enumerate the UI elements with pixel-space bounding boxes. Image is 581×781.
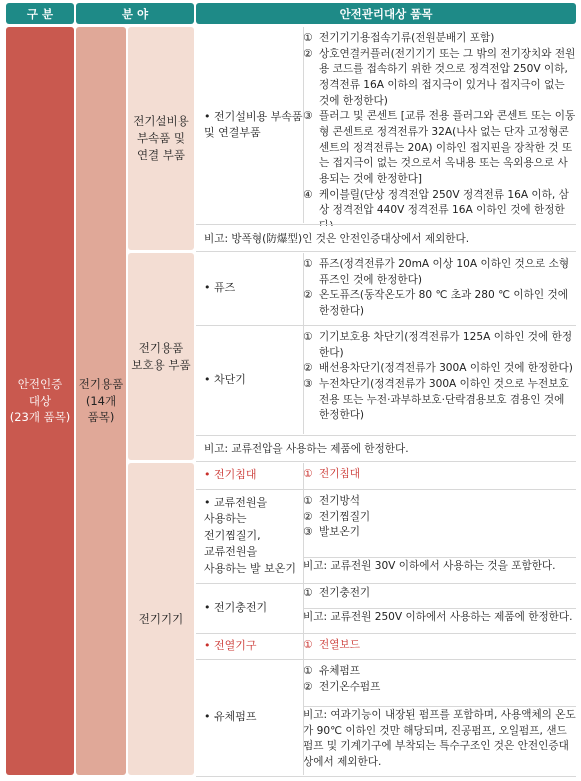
divider (303, 463, 304, 775)
list-item: ② 온도퓨즈(동작온도가 80 ℃ 초과 280 ℃ 이하인 것에 한정한다) (303, 289, 568, 318)
category-cell: 안전인증 대상 (23개 품목) (6, 27, 74, 775)
divider (303, 706, 576, 707)
list-item: ② 전기온수펌프 (303, 680, 381, 693)
row-name-fuse: • 퓨즈 (196, 253, 303, 324)
row-name-breaker: • 차단기 (196, 326, 303, 434)
list-item: ④ 케이블릴(단상 정격전압 250V 정격전류 16A 이하, 삼상 정격전압 440V 정격전류 16A 이하인 것에 한정한 (303, 188, 569, 217)
divider (196, 325, 576, 326)
divider (303, 253, 304, 434)
row-items-pump (303, 664, 576, 695)
divider (196, 489, 576, 490)
list-item: ① 전기충전기 (303, 587, 371, 599)
row-items-fuse (303, 257, 576, 320)
list-item: ① 전기방석 (303, 495, 360, 507)
group-accessories: 전기설비용 부속품 및 연결 부품 (128, 27, 194, 250)
list-item: ③ 플러그 및 콘센트 [교류 전용 플러그와 콘센트 또는 이동형 콘센트로 정격전류가 32A(나사 없는 단자 고정형콘센트의 정격전류는 20A) 이하인 접지핀을 장착한 것 또는 접지극이 없는 것으로서 옥내용 또는 옥외용으로 사용되는 것에 한정한다] (303, 110, 576, 186)
divider (196, 633, 576, 634)
divider (196, 224, 576, 225)
row-name-charger: • 전기충전기 (196, 584, 303, 632)
row-name-electric-bed: • 전기침대 (196, 463, 303, 488)
list-item: ② 전기찜질기 (303, 510, 371, 523)
list-item: ③ 발보온기 (303, 526, 360, 539)
list-item: ① 유체펌프 (303, 665, 360, 677)
row-items-electric-bed (303, 467, 576, 483)
divider (303, 608, 576, 609)
note-pump: 비고: 여과기능이 내장된 펌프를 포함하며, 사용액체의 온도가 90℃ 이하인 것만 해당되며, 진공펌프, 오일펌프, 샌드펌프 및 기계기구에 부착되는 특수구조인 것은 안전인증대상에서 제외한다. (303, 708, 576, 771)
list-item: ① 전기침대 (303, 468, 360, 480)
row-items-accessories (303, 31, 576, 235)
subcategory-cell: 전기용품 (14개 품목) (76, 27, 126, 775)
group-protection: 전기용품 보호용 부품 (128, 253, 194, 460)
list-item: ② 상호연결커플러(전기기기 또는 그 밖의 전기장치와 전원용 코드를 접속하기 위한 것으로 정격전압 250V 이하, 정격전류 16A 이하의 접지극이 있거나 접지극이 없는 것에 한정한다) (303, 47, 576, 107)
divider (196, 435, 576, 436)
note-accessories: 비고: 방폭형(防爆型)인 것은 안전인증대상에서 제외한다. (196, 226, 576, 250)
list-item: ① 전열보드 (303, 639, 360, 651)
list-item: ③ 누전차단기(정격전류가 300A 이하인 것으로 누전보호전용 또는 누전·과부하보호·단락겸용보호 겸용인 것에 한정한다) (303, 378, 569, 422)
header-field: 분 야 (76, 3, 194, 24)
note-warmers: 비고: 교류전원 30V 이하에서 사용하는 것을 포함한다. (303, 559, 576, 581)
row-name-warmers: • 교류전원을 사용하는 전기찜질기, 교류전원을 사용하는 발 보온기 (196, 490, 303, 582)
row-items-heater (303, 638, 576, 654)
divider (196, 659, 576, 660)
header-category: 구 분 (6, 3, 74, 24)
divider (196, 583, 576, 584)
divider (196, 776, 576, 777)
list-item: ① 전기기기용접속기류(전원분배기 포함) (303, 32, 495, 44)
row-items-warmers (303, 494, 576, 541)
row-items-charger (303, 586, 576, 602)
list-item: ② 배선용차단기(정격전류가 300A 이하인 것에 한정한다) (303, 362, 573, 375)
list-item: ① 기기보호용 차단기(정격전류가 125A 이하인 것에 한정한다) (303, 331, 573, 359)
group-appliances: 전기기기 (128, 463, 194, 775)
list-item: ① 퓨즈(정격전류가 20mA 이상 10A 이하인 것으로 소형퓨즈인 것에 한정한다) (303, 258, 570, 286)
row-name-accessories: • 전기설비용 부속품 및 연결부품 (196, 27, 303, 223)
row-name-heater: • 전열기구 (196, 634, 303, 658)
note-breaker: 비고: 교류전압을 사용하는 제품에 한정한다. (196, 436, 576, 460)
note-charger: 비고: 교류전원 250V 이하에서 사용하는 제품에 한정한다. (303, 610, 576, 630)
header-items: 안전관리대상 품목 (196, 3, 576, 24)
divider (303, 27, 304, 223)
row-name-pump: • 유체펌프 (196, 660, 303, 775)
divider (196, 251, 576, 252)
divider (303, 557, 576, 558)
divider (196, 461, 576, 462)
row-items-breaker (303, 330, 576, 424)
